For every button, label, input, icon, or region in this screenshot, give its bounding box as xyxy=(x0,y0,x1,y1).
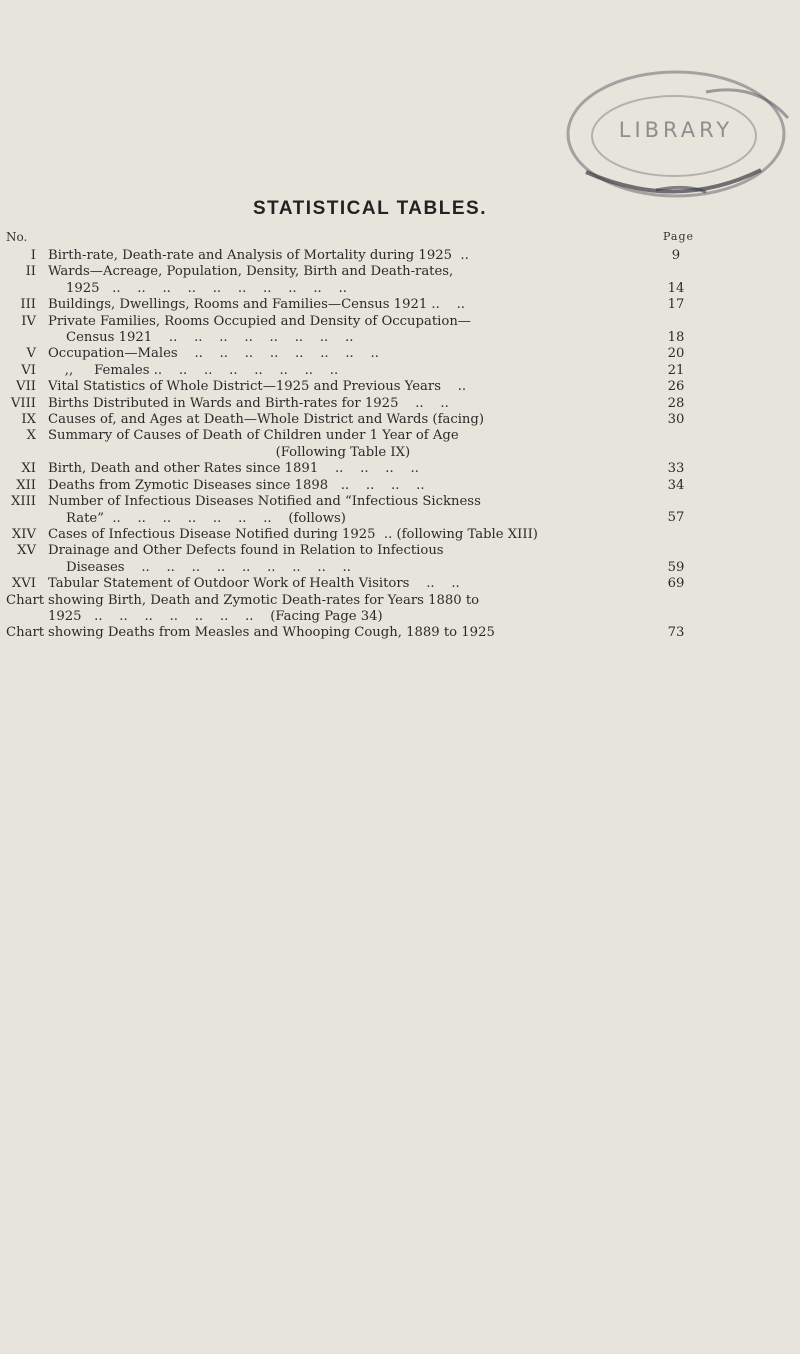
table-description: Private Families, Rooms Occupied and Density of Occupation— xyxy=(48,313,471,329)
table-description: Tabular Statement of Outdoor Work of Health Visitors .. .. xyxy=(48,576,460,592)
page-number: 33 xyxy=(667,461,685,477)
table-description: Deaths from Zymotic Diseases since 1898 .. .. .. .. xyxy=(48,477,425,493)
stamp-text: LIBRARY xyxy=(618,118,734,142)
page-number: 26 xyxy=(667,379,685,395)
list-item xyxy=(0,346,800,362)
table-description: Occupation—Males .. .. .. .. .. .. .. .. xyxy=(48,346,379,362)
table-number: XIII xyxy=(10,494,36,510)
table-description: ,, Females .. .. .. .. .. .. .. .. xyxy=(48,362,339,378)
table-description: Census 1921 .. .. .. .. .. .. .. .. xyxy=(66,330,354,346)
table-description: Drainage and Other Defects found in Relation to Infectious xyxy=(48,543,444,559)
table-number: XII xyxy=(16,477,36,493)
page-number: 21 xyxy=(667,362,685,378)
table-number: VIII xyxy=(10,395,36,411)
table-number: V xyxy=(26,346,36,362)
table-description: Wards—Acreage, Population, Density, Birth and Death-rates, xyxy=(48,264,454,280)
page-number: 14 xyxy=(667,280,685,296)
table-description: Buildings, Dwellings, Rooms and Families—Census 1921 .. .. xyxy=(48,297,465,313)
table-number: III xyxy=(20,297,36,313)
table-description: Birth-rate, Death-rate and Analysis of Mortality during 1925 .. xyxy=(48,248,469,263)
column-header-no: No. xyxy=(6,230,28,244)
table-description: Summary of Causes of Death of Children under 1 Year of Age xyxy=(48,428,459,444)
table-description: (Following Table IX) xyxy=(66,444,411,460)
table-number: I xyxy=(30,248,36,263)
list-item xyxy=(0,576,800,592)
table-description: Vital Statistics of Whole District—1925 and Previous Years .. xyxy=(48,379,467,395)
list-item xyxy=(0,379,800,395)
page-number: 34 xyxy=(667,477,685,493)
list-item xyxy=(0,593,800,626)
page-number: 17 xyxy=(667,297,685,313)
table-number: IX xyxy=(21,412,36,428)
list-item xyxy=(0,248,800,264)
table-description: showing Deaths from Measles and Whooping Cough, 1889 to 1925 xyxy=(48,625,495,641)
list-item xyxy=(0,363,800,379)
table-description: Diseases .. .. .. .. .. .. .. .. .. xyxy=(66,559,351,575)
table-number: II xyxy=(25,264,36,280)
table-number: IV xyxy=(21,313,36,329)
list-item xyxy=(0,461,800,477)
table-number: XIV xyxy=(11,526,36,542)
table-description: showing Birth, Death and Zymotic Death-rates for Years 1880 to xyxy=(48,592,480,608)
list-item xyxy=(0,396,800,412)
table-number: XI xyxy=(21,461,36,477)
page-number: 57 xyxy=(667,510,685,526)
page-number: 18 xyxy=(667,330,685,346)
list-item xyxy=(0,494,800,527)
list-item xyxy=(0,625,800,641)
list-item xyxy=(0,297,800,313)
list-item xyxy=(0,314,800,347)
page-number: 69 xyxy=(667,576,685,592)
page-number: 30 xyxy=(667,412,685,428)
table-description: 1925 .. .. .. .. .. .. .. (Facing Page 34) xyxy=(48,608,383,624)
table-description: Rate” .. .. .. .. .. .. .. (follows) xyxy=(66,510,346,526)
table-description: Birth, Death and other Rates since 1891 .. .. .. .. xyxy=(48,461,419,477)
table-description: Causes of, and Ages at Death—Whole District and Wards (facing) xyxy=(48,412,484,428)
table-number: X xyxy=(26,428,36,444)
page-number: 9 xyxy=(671,248,681,263)
list-item xyxy=(0,412,800,428)
page-title: STATISTICAL TABLES. xyxy=(253,198,487,219)
page-number: 28 xyxy=(667,395,685,411)
table-number: Chart xyxy=(6,625,45,641)
list-item xyxy=(0,527,800,543)
table-description: Births Distributed in Wards and Birth-rates for 1925 .. .. xyxy=(48,395,449,411)
table-description: Cases of Infectious Disease Notified during 1925 .. (following Table XIII) xyxy=(48,526,538,542)
table-description: 1925 .. .. .. .. .. .. .. .. .. .. xyxy=(66,280,347,296)
table-of-contents xyxy=(0,248,800,642)
page-number: 20 xyxy=(667,346,685,362)
table-number: VI xyxy=(21,362,36,378)
table-number: XVI xyxy=(11,576,36,592)
list-item xyxy=(0,264,800,297)
list-item xyxy=(0,428,800,461)
page-number: 59 xyxy=(667,559,685,575)
column-header-page: Page xyxy=(663,230,695,243)
table-number: XV xyxy=(17,543,36,559)
table-number: Chart xyxy=(6,592,45,608)
page-number: 73 xyxy=(667,625,685,641)
library-stamp xyxy=(556,52,796,222)
table-description: Number of Infectious Diseases Notified and “Infectious Sickness xyxy=(48,494,481,510)
table-number: VII xyxy=(16,379,36,395)
list-item xyxy=(0,543,800,576)
list-item xyxy=(0,478,800,494)
